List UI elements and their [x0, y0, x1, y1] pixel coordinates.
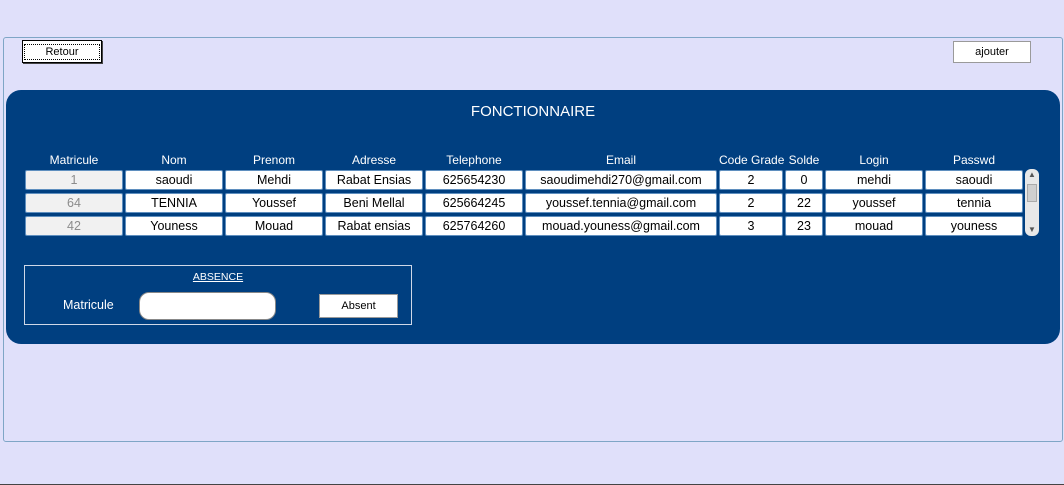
panel-title: FONCTIONNAIRE — [470, 103, 596, 120]
column-header-code-grade: Code Grade — [719, 153, 785, 167]
cell-matricule: 1 — [25, 170, 123, 190]
cell-telephone[interactable]: 625764260 — [425, 216, 523, 236]
column-header-login: Login — [859, 153, 889, 167]
cell-login[interactable]: youssef — [825, 193, 923, 213]
table-scrollbar[interactable] — [1025, 169, 1039, 236]
column-header-prenom: Prenom — [252, 153, 296, 167]
cell-matricule: 42 — [25, 216, 123, 236]
cell-nom[interactable]: saoudi — [125, 170, 223, 190]
add-button[interactable]: ajouter — [953, 41, 1031, 63]
column-header-adresse: Adresse — [351, 153, 397, 167]
absent-button[interactable]: Absent — [319, 294, 398, 318]
absence-box — [24, 265, 412, 325]
cell-email[interactable]: saoudimehdi270@gmail.com — [525, 170, 717, 190]
column-header-email: Email — [605, 153, 636, 167]
cell-login[interactable]: mehdi — [825, 170, 923, 190]
back-button[interactable] — [22, 40, 102, 63]
column-header-telephone: Telephone — [446, 153, 502, 167]
cell-nom[interactable]: TENNIA — [125, 193, 223, 213]
matricule-label: Matricule — [63, 298, 114, 312]
cell-adresse[interactable]: Beni Mellal — [325, 193, 423, 213]
fonctionnaire-panel — [6, 90, 1060, 344]
cell-email[interactable]: mouad.youness@gmail.com — [525, 216, 717, 236]
matricule-input[interactable] — [139, 292, 276, 320]
cell-matricule: 64 — [25, 193, 123, 213]
cell-code-grade[interactable]: 2 — [719, 193, 783, 213]
cell-prenom[interactable]: Youssef — [225, 193, 323, 213]
scroll-down-icon[interactable]: ▼ — [1028, 225, 1036, 234]
cell-passwd[interactable]: youness — [925, 216, 1023, 236]
cell-prenom[interactable]: Mehdi — [225, 170, 323, 190]
column-header-matricule: Matricule — [49, 153, 99, 167]
back-button-label: Retour — [24, 44, 99, 60]
absence-title[interactable]: ABSENCE — [192, 271, 244, 283]
cell-telephone[interactable]: 625664245 — [425, 193, 523, 213]
cell-adresse[interactable]: Rabat Ensias — [325, 170, 423, 190]
cell-solde[interactable]: 23 — [785, 216, 823, 236]
scroll-up-icon[interactable]: ▲ — [1028, 170, 1036, 179]
scroll-thumb[interactable] — [1027, 184, 1037, 202]
column-header-nom: Nom — [161, 153, 187, 167]
column-header-solde: Solde — [788, 153, 820, 167]
column-header-passwd: Passwd — [952, 153, 996, 167]
cell-nom[interactable]: Youness — [125, 216, 223, 236]
cell-passwd[interactable]: tennia — [925, 193, 1023, 213]
cell-login[interactable]: mouad — [825, 216, 923, 236]
cell-prenom[interactable]: Mouad — [225, 216, 323, 236]
cell-telephone[interactable]: 625654230 — [425, 170, 523, 190]
cell-passwd[interactable]: saoudi — [925, 170, 1023, 190]
cell-solde[interactable]: 0 — [785, 170, 823, 190]
cell-code-grade[interactable]: 2 — [719, 170, 783, 190]
cell-adresse[interactable]: Rabat ensias — [325, 216, 423, 236]
cell-email[interactable]: youssef.tennia@gmail.com — [525, 193, 717, 213]
cell-code-grade[interactable]: 3 — [719, 216, 783, 236]
cell-solde[interactable]: 22 — [785, 193, 823, 213]
